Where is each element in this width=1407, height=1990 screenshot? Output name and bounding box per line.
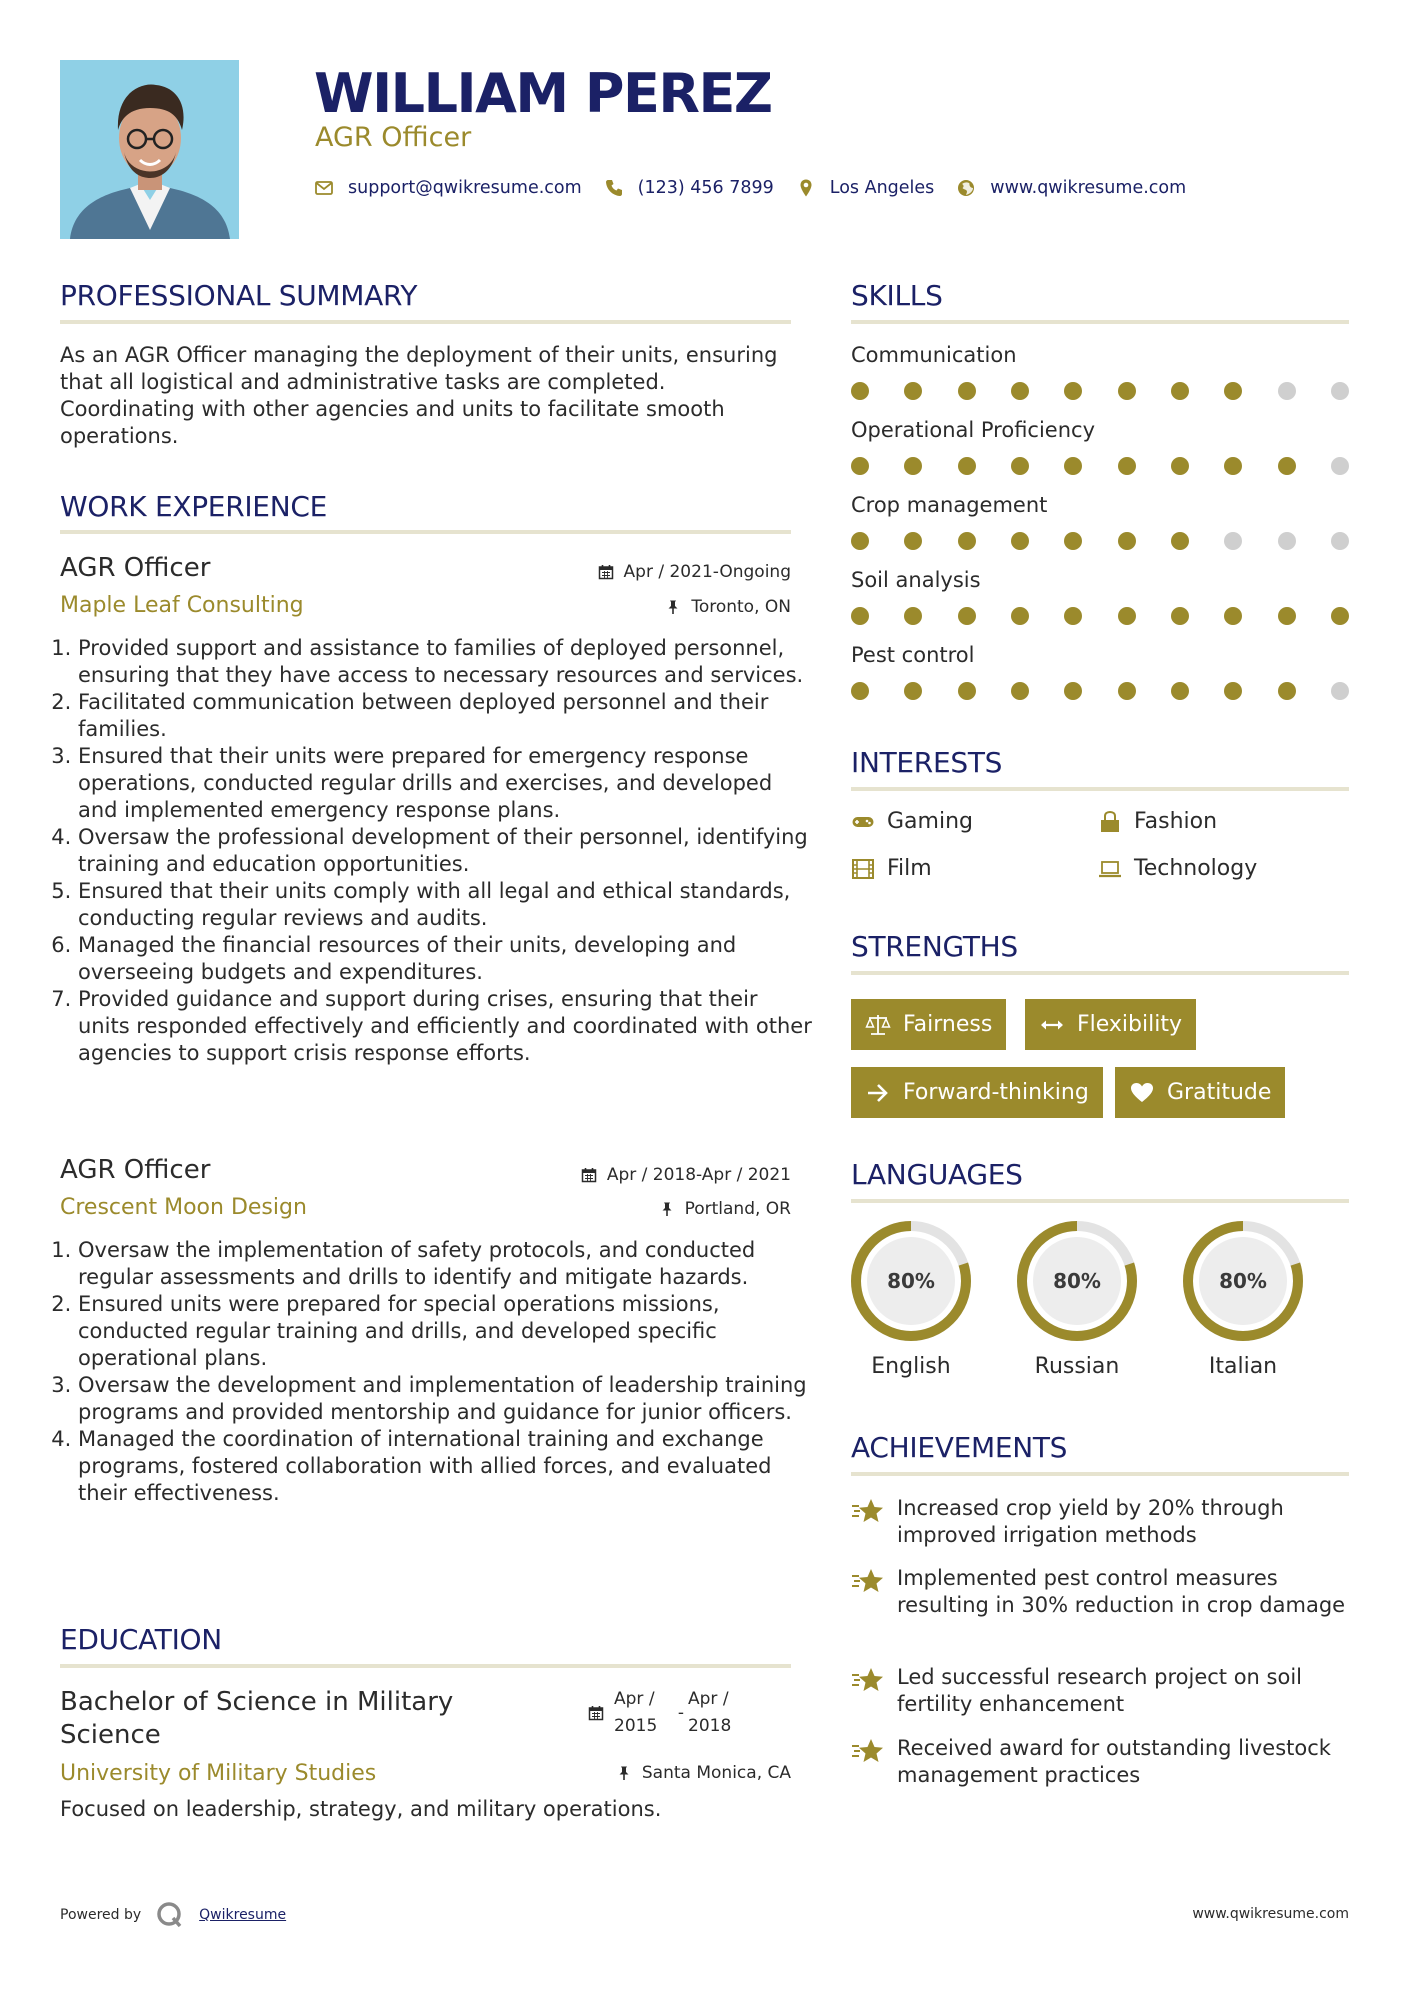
section-divider bbox=[60, 320, 791, 324]
edu-end: Apr / 2018 bbox=[688, 1689, 732, 1736]
job-bullet: 7. Provided guidance and support during crises, ensuring that their units responded effectively and efficiently and coordinated with other agencies to support crisis response efforts. bbox=[78, 986, 813, 1067]
skill-dot bbox=[1064, 382, 1082, 400]
language-gauge bbox=[1182, 1220, 1304, 1342]
job-location-text: Toronto, ON bbox=[691, 597, 791, 617]
skill-dot bbox=[1064, 532, 1082, 550]
job-bullet: 4. Managed the coordination of international training and exchange programs, fostered collaboration with allied forces, and evaluated their effectiveness. bbox=[78, 1426, 813, 1507]
strength-label: Forward-thinking bbox=[903, 1080, 1089, 1105]
skill-dot bbox=[1224, 457, 1242, 475]
language-percent: 80% bbox=[1053, 1269, 1101, 1293]
skill-dot bbox=[1011, 682, 1029, 700]
skill-dot bbox=[851, 607, 869, 625]
skill-dot bbox=[1331, 607, 1349, 625]
arrow-right-icon bbox=[865, 1080, 891, 1106]
achievement-item bbox=[851, 1565, 1351, 1619]
achievement-star-icon bbox=[851, 1567, 885, 1597]
language-percent: 80% bbox=[1219, 1269, 1267, 1293]
achievement-item bbox=[851, 1664, 1351, 1718]
skill-dot bbox=[1118, 532, 1136, 550]
skill-dot bbox=[1224, 532, 1242, 550]
skill-rating bbox=[851, 682, 1349, 700]
film-icon bbox=[851, 857, 875, 881]
contact-email[interactable] bbox=[314, 178, 582, 198]
job-bullets bbox=[60, 635, 813, 1067]
skill-dot bbox=[1118, 607, 1136, 625]
skill-dot bbox=[851, 382, 869, 400]
job-bullet: 1. Oversaw the implementation of safety protocols, and conducted regular assessments and drills to identify and mitigate hazards. bbox=[78, 1237, 813, 1291]
job-bullet: 3. Oversaw the development and implementation of leadership training programs and provided mentorship and guidance for junior officers. bbox=[78, 1372, 813, 1426]
section-title-achievements: ACHIEVEMENTS bbox=[851, 1431, 1068, 1464]
skill-dot bbox=[904, 532, 922, 550]
job-bullet: 6. Managed the financial resources of their units, developing and overseeing budgets and expenditures. bbox=[78, 932, 813, 986]
skill-dot bbox=[851, 682, 869, 700]
skill-dot bbox=[851, 457, 869, 475]
skill-dot bbox=[958, 457, 976, 475]
contact-phone-text: (123) 456 7899 bbox=[637, 178, 774, 198]
language-gauge bbox=[850, 1220, 972, 1342]
envelope-icon bbox=[314, 178, 334, 198]
footer-url[interactable]: www.qwikresume.com bbox=[1192, 1906, 1349, 1922]
pushpin-icon bbox=[616, 1765, 632, 1781]
skill-dot bbox=[958, 682, 976, 700]
job-location bbox=[659, 1199, 791, 1219]
edu-dates bbox=[588, 1686, 748, 1740]
edu-location-text: Santa Monica, CA bbox=[641, 1763, 791, 1783]
skill-name: Communication bbox=[851, 343, 1017, 367]
skill-dot bbox=[1278, 532, 1296, 550]
achievement-item bbox=[851, 1735, 1351, 1789]
skill-rating bbox=[851, 457, 1349, 475]
job-title: AGR Officer bbox=[60, 553, 211, 583]
section-title-education: EDUCATION bbox=[60, 1623, 222, 1656]
job-bullet: 3. Ensured that their units were prepared for emergency response operations, conducted regular drills and exercises, and developed and implemented emergency response plans. bbox=[78, 743, 813, 824]
job-bullet: 5. Ensured that their units comply with all legal and ethical standards, conducting regular reviews and audits. bbox=[78, 878, 813, 932]
language-percent: 80% bbox=[887, 1269, 935, 1293]
skill-dot bbox=[1118, 457, 1136, 475]
strength-label: Flexibility bbox=[1077, 1012, 1182, 1037]
qwikresume-link[interactable]: Qwikresume bbox=[199, 1907, 287, 1923]
language-name: Russian bbox=[1034, 1354, 1120, 1379]
pushpin-icon bbox=[659, 1201, 675, 1217]
contact-bar bbox=[314, 178, 1208, 198]
job-bullet: 2. Ensured units were prepared for special operations missions, conducted regular training and drills, and developed specific operational plans. bbox=[78, 1291, 813, 1372]
calendar-icon bbox=[588, 1705, 604, 1721]
skill-dot bbox=[1064, 457, 1082, 475]
strength-label: Fairness bbox=[903, 1012, 993, 1037]
skill-dot bbox=[1171, 532, 1189, 550]
skill-dot bbox=[1118, 682, 1136, 700]
section-title-strengths: STRENGTHS bbox=[851, 930, 1018, 963]
interest-label: Technology bbox=[1134, 856, 1258, 881]
job-bullets bbox=[60, 1237, 813, 1507]
skill-dot bbox=[1118, 382, 1136, 400]
skill-dot bbox=[1011, 532, 1029, 550]
skill-dot bbox=[904, 682, 922, 700]
section-divider bbox=[851, 1472, 1349, 1476]
job-title: AGR Officer bbox=[60, 1155, 211, 1185]
skill-dot bbox=[1278, 682, 1296, 700]
skill-dot bbox=[1011, 457, 1029, 475]
job-dates-text: Apr / 2021-Ongoing bbox=[623, 562, 791, 582]
interest-label: Film bbox=[887, 856, 932, 881]
contact-location bbox=[796, 178, 935, 198]
shopping-bag-icon bbox=[1098, 810, 1122, 834]
interest-label: Gaming bbox=[887, 809, 973, 834]
gamepad-icon bbox=[851, 810, 875, 834]
edu-location bbox=[616, 1763, 791, 1783]
achievement-text: Received award for outstanding livestock management practices bbox=[897, 1736, 1331, 1787]
candidate-name: WILLIAM PEREZ bbox=[314, 62, 772, 125]
section-title-languages: LANGUAGES bbox=[851, 1158, 1023, 1191]
skill-dot bbox=[1171, 382, 1189, 400]
section-divider bbox=[851, 320, 1349, 324]
interest-label: Fashion bbox=[1134, 809, 1218, 834]
strength-label: Gratitude bbox=[1167, 1080, 1272, 1105]
section-divider bbox=[851, 971, 1349, 975]
skill-rating bbox=[851, 382, 1349, 400]
skill-dot bbox=[1331, 682, 1349, 700]
skill-dot bbox=[1331, 532, 1349, 550]
job-dates bbox=[598, 562, 791, 582]
language-gauge bbox=[1016, 1220, 1138, 1342]
summary-text: As an AGR Officer managing the deployment of their units, ensuring that all logistical and administrative tasks are completed. Coordinating with other agencies and units to facilitate smooth operations. bbox=[60, 343, 778, 448]
skill-dot bbox=[1278, 457, 1296, 475]
skill-dot bbox=[1011, 382, 1029, 400]
interest-item bbox=[1098, 809, 1217, 834]
contact-phone[interactable] bbox=[604, 178, 774, 198]
contact-email-text: support@qwikresume.com bbox=[348, 178, 582, 198]
section-divider bbox=[851, 1199, 1349, 1203]
job-location bbox=[665, 597, 791, 617]
skill-dot bbox=[904, 382, 922, 400]
globe-icon bbox=[956, 178, 976, 198]
heart-icon bbox=[1129, 1080, 1155, 1106]
language-name: English bbox=[871, 1354, 951, 1379]
calendar-icon bbox=[581, 1167, 597, 1183]
strength-badge bbox=[1025, 999, 1196, 1050]
skill-dot bbox=[958, 532, 976, 550]
skill-dot bbox=[1331, 382, 1349, 400]
contact-website[interactable] bbox=[956, 178, 1186, 198]
powered-by-text: Powered by bbox=[60, 1907, 142, 1923]
arrows-horizontal-icon bbox=[1039, 1012, 1065, 1038]
skill-rating bbox=[851, 532, 1349, 550]
person-photo-icon bbox=[60, 60, 239, 239]
skill-name: Pest control bbox=[851, 643, 975, 667]
section-title-interests: INTERESTS bbox=[851, 746, 1003, 779]
skill-dot bbox=[1064, 682, 1082, 700]
strength-badge bbox=[851, 999, 1006, 1050]
skill-rating bbox=[851, 607, 1349, 625]
edu-degree: Bachelor of Science in Military Science bbox=[60, 1687, 454, 1750]
job-dates bbox=[581, 1165, 791, 1185]
skill-name: Soil analysis bbox=[851, 568, 981, 592]
edu-start: Apr / 2015 bbox=[614, 1689, 658, 1736]
skill-dot bbox=[1224, 682, 1242, 700]
skill-dot bbox=[1224, 607, 1242, 625]
candidate-role: AGR Officer bbox=[315, 122, 472, 153]
map-pin-icon bbox=[796, 178, 816, 198]
section-title-summary: PROFESSIONAL SUMMARY bbox=[60, 279, 418, 312]
achievement-item bbox=[851, 1495, 1351, 1549]
achievement-star-icon bbox=[851, 1737, 885, 1767]
language-name: Italian bbox=[1208, 1354, 1278, 1379]
skill-dot bbox=[1011, 607, 1029, 625]
laptop-icon bbox=[1098, 857, 1122, 881]
interest-item bbox=[1098, 856, 1257, 881]
skill-dot bbox=[851, 532, 869, 550]
achievement-star-icon bbox=[851, 1666, 885, 1696]
skill-dot bbox=[1064, 607, 1082, 625]
skill-dot bbox=[1331, 457, 1349, 475]
phone-icon bbox=[604, 178, 624, 198]
skill-dot bbox=[1171, 682, 1189, 700]
skill-dot bbox=[1171, 457, 1189, 475]
job-location-text: Portland, OR bbox=[684, 1199, 791, 1219]
job-bullet: 1. Provided support and assistance to families of deployed personnel, ensuring that they have access to necessary resources and services. bbox=[78, 635, 813, 689]
edu-description: Focused on leadership, strategy, and military operations. bbox=[60, 1797, 662, 1821]
job-dates-text: Apr / 2018-Apr / 2021 bbox=[606, 1165, 791, 1185]
section-divider bbox=[60, 530, 791, 534]
skill-name: Operational Proficiency bbox=[851, 418, 1096, 442]
job-company: Crescent Moon Design bbox=[60, 1195, 307, 1220]
contact-website-text: www.qwikresume.com bbox=[990, 178, 1187, 198]
section-title-skills: SKILLS bbox=[851, 279, 943, 312]
achievement-text: Led successful research project on soil fertility enhancement bbox=[897, 1665, 1302, 1716]
skill-dot bbox=[1278, 382, 1296, 400]
skill-name: Crop management bbox=[851, 493, 1048, 517]
skill-dot bbox=[904, 607, 922, 625]
skill-dot bbox=[1278, 607, 1296, 625]
profile-photo bbox=[60, 60, 239, 239]
balance-scale-icon bbox=[865, 1012, 891, 1038]
job-bullet: 2. Facilitated communication between deployed personnel and their families. bbox=[78, 689, 813, 743]
skill-dot bbox=[1224, 382, 1242, 400]
skill-dot bbox=[1171, 607, 1189, 625]
job-company: Maple Leaf Consulting bbox=[60, 593, 304, 618]
interest-item bbox=[851, 809, 973, 834]
section-divider bbox=[851, 787, 1349, 791]
section-title-experience: WORK EXPERIENCE bbox=[60, 490, 327, 523]
edu-school: University of Military Studies bbox=[60, 1761, 377, 1786]
skill-dot bbox=[958, 607, 976, 625]
pushpin-icon bbox=[665, 599, 681, 615]
calendar-icon bbox=[598, 564, 614, 580]
section-divider bbox=[60, 1664, 791, 1668]
job-bullet: 4. Oversaw the professional development of their personnel, identifying training and education opportunities. bbox=[78, 824, 813, 878]
interest-item bbox=[851, 856, 932, 881]
strength-badge bbox=[851, 1067, 1103, 1118]
skill-dot bbox=[904, 457, 922, 475]
achievement-text: Implemented pest control measures resulting in 30% reduction in crop damage bbox=[897, 1566, 1346, 1617]
strength-badge bbox=[1115, 1067, 1285, 1118]
contact-location-text: Los Angeles bbox=[829, 178, 935, 198]
achievement-text: Increased crop yield by 20% through improved irrigation methods bbox=[897, 1496, 1284, 1547]
achievement-star-icon bbox=[851, 1497, 885, 1527]
qwikresume-logo-icon bbox=[155, 1900, 185, 1930]
skill-dot bbox=[958, 382, 976, 400]
edu-date-separator: - bbox=[677, 1702, 685, 1723]
footer-powered-by bbox=[60, 1900, 286, 1930]
